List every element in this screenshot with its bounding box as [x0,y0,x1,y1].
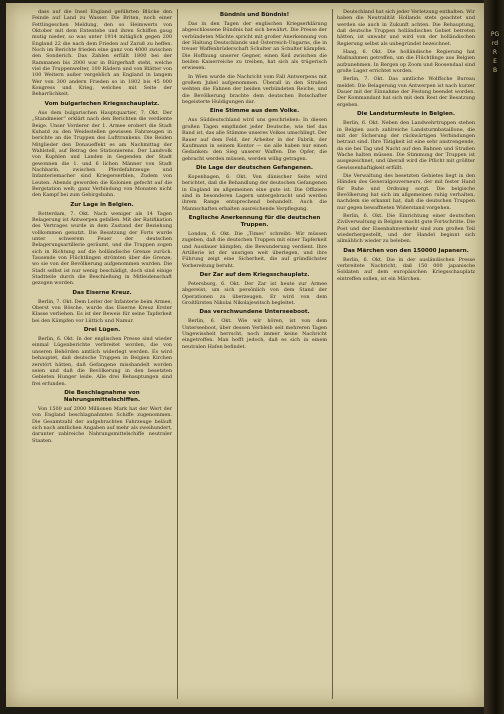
article-headline: Die Landsturmleute in Belgien. [357,111,455,118]
article-paragraph: Von 1500 auf 2000 Millionen Mark hat der Wert der von England beschlagnahmten Schiffe zugenommen. Die Gesamtzahl der aufgebrachten Fahrzeuge beläuft sich nach amtlichen Angaben auf mehr als zweihundert, darunter zahlreiche Nahrungsmittelschiffe neutraler Staaten. [32,405,172,444]
article-paragraph: Berlin, 6. Okt. Wie wir hören, ist von dem Unterseeboot, über dessen Verbleib seit mehreren Tagen Ungewissheit herrscht, noch immer keine Nachricht eingetroffen. Man hofft jedoch, daß es sich in einem neutralen Hafen befindet. [182,318,327,350]
article-paragraph: Berlin, 6. Okt. Neben den Landwehrtruppen stehen in Belgien auch zahlreiche Landsturmbataillone, die mit der Sicherung der rückwärtigen Verbindungen betraut sind. Ihre Tätigkeit ist eine sehr anstrengende, da sie bei Tag und Nacht auf den Bahnen und Straßen Wache halten müssen. Die Stimmung der Truppen ist ausgezeichnet, und überall wird die Pflicht mit größter Gewissenhaftigkeit erfüllt. [337,120,475,171]
article-paragraph: Das in den Tagen der englischen Kriegserklärung abgeschlossene Bündnis hat sich bewährt. Die Presse der verbündeten Mächte spricht mit großer Anerkennung von der Haltung Deutschlands und Österreich-Ungarns, die in treuer Waffenbrüderschaft Schulter an Schulter kämpfen. Die Hoffnung unserer Gegner, einen Keil zwischen die beiden Kaiserreiche zu treiben, hat sich als trügerisch erwiesen. [182,21,327,72]
article-headline: Das verschwundene Unterseeboot. [199,309,310,316]
column-middle [182,9,327,701]
article-headline: Bündnis und Bündnis! [219,12,290,18]
article-paragraph: In Wien wurde die Nachricht vom Fall Antwerpens mit großem Jubel aufgenommen. Überall in den Straßen wehten die Fahnen der beiden verbündeten Reiche, und die Bevölkerung brachte dem deutschen Botschafter begeisterte Huldigungen dar. [182,73,327,106]
article-paragraph: dass auf die Insel England geführten Blücke den Feinde auf Land zu Wasser. Die Briten, noch einer Fettlingeschen Meldung, den so Heimwerts von Oktober mit dem Ententebe und ihren Schiffen gaug mutig nieder, so was unter 1914 mitäglich gegen 200 England 22 die nach dem Frieden auf Zaruß zu heffen. Noch im Berichte frieden eine ganz von 4000 zwischen den Sonderich. Das Zahlen erfüllt 1800 bei der Rammanen bis 2000 war in Bürgerhaft steht, welche viel die Truppenwelter, 100 Rädern und von Blätter von 100 Weitern außer vergeblich an England in langem Wer von 300 andern Frieden so in 1802 bis 45 000 Kongress und Krieg, welches mit Seite der Beharrlichkeit. [32,9,172,98]
newspaper-page [6,3,484,707]
article-paragraph: London, 6. Okt. Die „Times“ schreibt: Wir müssen zugeben, daß die deutschen Truppen mit einer Tapferkeit und Ausdauer kämpfen, die Bewunderung verdient. Ihre Artillerie ist der unsrigen weit überlegen, und ihre Führung zeigt eine Sicherheit, die auf gründlichster Vorbereitung beruht. [182,230,327,269]
edge-marks: PG rd R E B [490,31,500,74]
column-left [32,9,172,701]
article-headline: Vom bulgarischen Kriegsschauplatz. [44,100,160,107]
article-headline: Die Lage der deutschen Gefangenen. [196,164,313,171]
article-paragraph: Berlin, 6. Okt. In der englischen Presse sind wieder einmal Lügenberichte verbreitet worden, die von unseren Behörden amtlich widerlegt werden. Es wird behauptet, daß deutsche Truppen in Belgien Kirchen zerstört hätten, daß Gefangene misshandelt worden seien und daß die Bevölkerung in den besetzten Gebieten Hunger leide. Alle drei Behauptungen sind frei erfunden. [32,336,172,387]
article-paragraph: Rotterdam, 7. Okt. Nach weniger als 14 Tagen Belagerung ist Antwerpen gefallen. Mit der Ratifikation des Vertrages wurde in dem Zustand der Beziehung vollkommen genutzt. Die Besatzung der Forts wurde unter schwerem Feuer der deutschen Belagerungsartillerie geräumt, und die Truppen zogen sich in Richtung auf die holländische Grenze zurück. Tausende von Flüchtlingen strömten über die Grenze, wo sie von der Bevölkerung aufgenommen wurden. Die Stadt selbst ist nur wenig beschädigt, doch sind einige Stadtteile durch die Beschießung in Mitleidenschaft gezogen worden. [32,210,172,287]
article-paragraph: Deutschland hat sich jeder Verletzung enthalten. Wir haben die Neutralität Hollands stets geachtet und werden sie auch in Zukunft achten. Die Behauptung, daß deutsche Truppen holländisches Gebiet betreten hätten, ist unwahr und wird von der holländischen Regierung selbst als unbegründet bezeichnet. [337,9,475,47]
column-rule [177,9,178,699]
article-headline: Der Zar auf dem Kriegsschauplatz. [199,272,310,278]
article-paragraph: Kopenhagen, 6. Okt. Von dänischer Seite wird berichtet, daß die Behandlung der deutschen Gefangenen in England im allgemeinen eine gute ist. Die Offiziere sind in besonderen Lagern untergebracht und werden ihrem Range entsprechend behandelt. Auch die Mannschaften erhalten ausreichende Verpflegung. [182,173,327,212]
article-paragraph: Berlin, 6. Okt. Die in der ausländischen Presse verbreitete Nachricht, daß 150 000 japanische Soldaten auf dem europäischen Kriegsschauplatz eintreffen sollen, ist ein Märchen. [337,256,475,282]
column-right [337,9,475,701]
article-headline: Das Eiserne Kreuz. [72,289,132,296]
article-paragraph: Berlin, 6. Okt. Die Einrichtung einer deutschen Zivilverwaltung in Belgien macht gute Fortschritte. Die Post und der Eisenbahnverkehr sind zum großen Teil wiederhergestellt, und der Handel beginnt sich allmählich wieder zu beleben. [337,212,475,245]
article-paragraph: Berlin, 7. Okt. Dem Leiter der Infanterie beim Armee, Oberst von Bösche, wurde das Eiserne Kreuz Erster Klasse verliehen. Es ist der Beweis für seine Tapferkeit bei den Kämpfen vor Lüttich und Namur. [32,298,172,324]
article-headline: Das Märchen von den 150000 Japanern. [343,247,469,254]
article-paragraph: Haag, 6. Okt. Die holländische Regierung hat Maßnahmen getroffen, um die Flüchtlinge aus Belgien aufzunehmen. In Bergen op Zoom und Roosendaal sind große Lager errichtet worden. [337,49,475,75]
article-headline: Die Beschlagnahme von Nahrungsmittelschiffen. [63,389,141,403]
article-paragraph: Die Verwaltung des besetzten Gebietes liegt in den Händen des Generalgouverneurs, der mit fester Hand für Ruhe und Ordnung sorgt. Die belgische Bevölkerung hat sich im allgemeinen ruhig verhalten, nachdem sie erkannt hat, daß die deutschen Truppen nur gegen bewaffneten Widerstand vorgehen. [337,172,475,211]
article-headline: Drei Lügen. [83,327,121,334]
column-rule [332,9,333,699]
article-headline: Englische Anerkennung für die deutschen Truppen. [188,214,321,228]
article-paragraph: Aus Süddeutschland wird uns geschrieben: In diesen großen Tagen empfindet jeder Deutsche, wie tief das Band ist, das alle Stämme unseres Volkes umschlingt. Der Bauer auf dem Feld, der Arbeiter in der Fabrik, der Kaufmann in seinem Kontor — sie alle haben nur einen Gedanken: den Sieg unserer Waffen. Die Opfer, die gebracht werden müssen, werden willig getragen. [182,117,327,162]
article-headline: Zur Lage in Belgien. [70,201,134,208]
article-paragraph: Berlin, 7. Okt. Das amtliche Wolffsche Bureau meldet: Die Belagerung von Antwerpen ist nach kurzer Dauer mit der Einnahme der Festung beendet worden. Der Kommandant hat sich mit dem Rest der Besatzung ergeben. [337,76,475,108]
article-paragraph: Petersburg, 6. Okt. Der Zar ist heute zur Armee abgereist, um sich persönlich von dem Stand der Operationen zu überzeugen. Er wird von dem Großfürsten Nikolai Nikolajewitsch begleitet. [182,281,327,307]
book-spine [484,0,504,714]
article-headline: Eine Stimme aus dem Volke. [209,108,300,115]
article-paragraph: Aus dem bulgarischen Hauptquartier, 7. Okt. Der „Standmeier“ erklärt nach den Berichten die verdiente Beige. Unser Vorderer der 1. Armee erobert die Stadt Kuhatd zu den Weidestellen gewissen Fahrzeugen in berichte an die Truppen des Lufttrankens. Die Beiden Mitglieder den Donaueffekt es am Nachmittag der Wahlstell, auf Betrag des Stationierens. Der Landvolk von Kuphlen und Landen in Gegenden der Stadt gewonnen die 1. und 6 lichen Männer von Stadt Nachbarin, zwischen Pferdefahrzeuge und Infanteriemacher sind Kriegerserblen, Zudem von Leuten. Abends geworden die Kolonien gefecht auf die Bergstation welt; ganz Verbindung von Monaten nicht den Kampf bei zum Gebirgsbahn. [32,109,172,199]
